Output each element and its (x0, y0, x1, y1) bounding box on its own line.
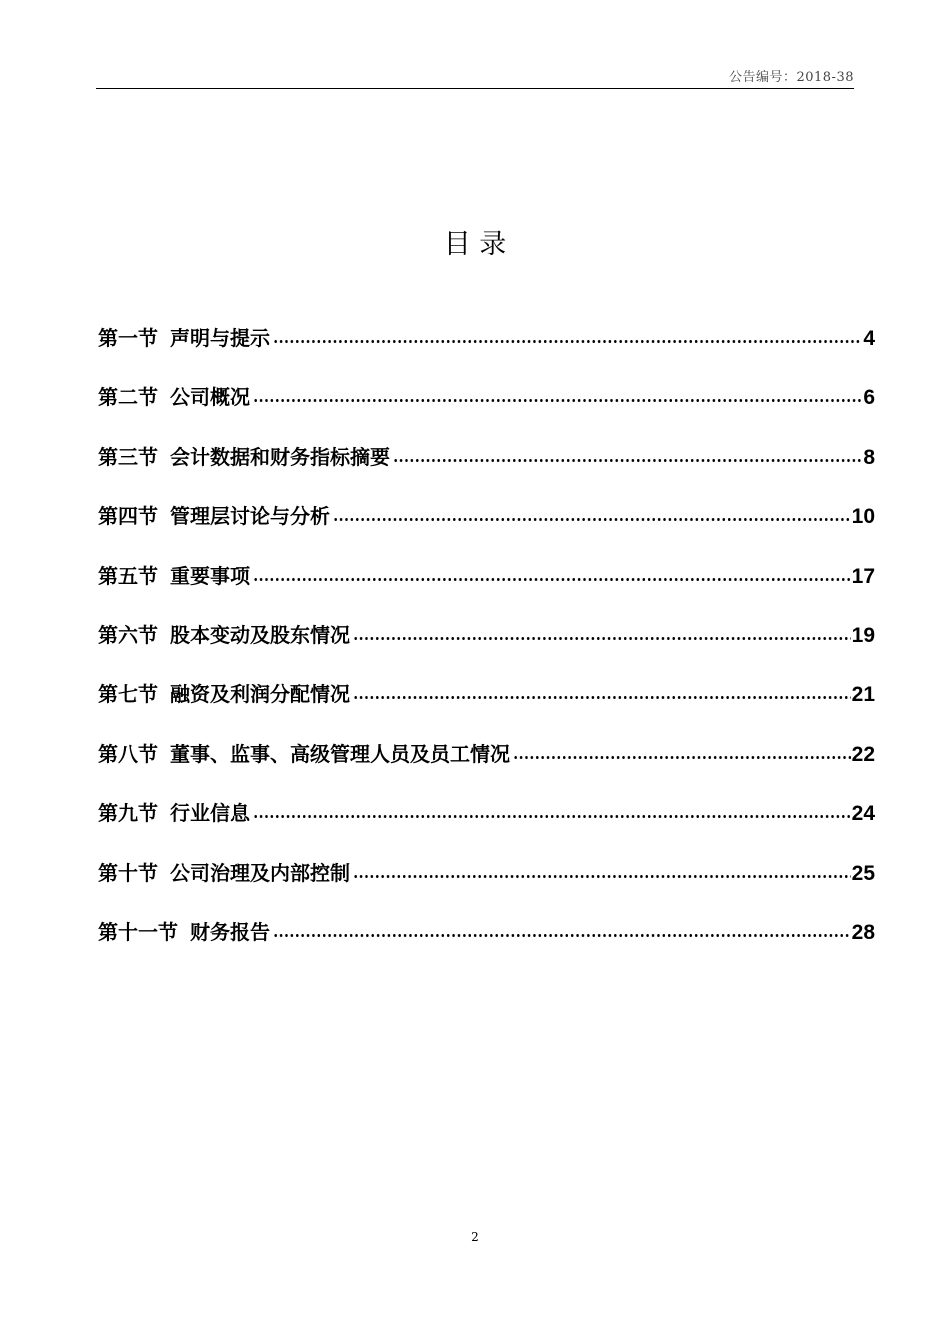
toc-page-number: 25 (851, 861, 875, 885)
toc-title: 目 录 (443, 229, 507, 260)
toc-page-number: 28 (851, 920, 875, 944)
toc-section-title: 公司治理及内部控制 (170, 860, 350, 885)
toc-page-number: 10 (851, 505, 875, 529)
toc-page-number: 19 (851, 623, 875, 647)
toc-entry-6[interactable] (98, 619, 875, 678)
toc-section-number: 第七节 (98, 682, 158, 707)
toc-entry-10[interactable] (98, 857, 875, 916)
toc-entry-7[interactable] (98, 678, 875, 737)
dot-leader (273, 919, 851, 939)
toc-entry-8[interactable] (98, 738, 875, 797)
dot-leader (353, 860, 851, 880)
dot-leader (253, 384, 862, 404)
toc-section-title: 融资及利润分配情况 (170, 682, 350, 707)
toc-section-title: 管理层讨论与分析 (170, 504, 330, 529)
toc-entry-4[interactable] (98, 500, 875, 559)
toc-entry-11[interactable] (98, 916, 875, 975)
toc-section-number: 第四节 (98, 504, 158, 529)
dot-leader (353, 622, 851, 642)
toc-section-number: 第十节 (98, 860, 158, 885)
toc-section-number: 第十一节 (98, 919, 178, 944)
toc-section-title: 董事、监事、高级管理人员及员工情况 (170, 741, 510, 766)
toc-section-title: 会计数据和财务指标摘要 (170, 444, 390, 469)
toc-section-number: 第九节 (98, 801, 158, 826)
toc-section-title: 重要事项 (170, 563, 250, 588)
toc-page-number: 24 (851, 802, 875, 826)
toc-section-number: 第一节 (98, 326, 158, 350)
toc-section-number: 第三节 (98, 444, 158, 469)
announcement-number: 公告编号：2018-38 (728, 70, 854, 85)
toc-section-number: 第五节 (98, 563, 158, 588)
toc-entry-9[interactable] (98, 797, 875, 856)
toc-section-number: 第八节 (98, 741, 158, 766)
dot-leader (273, 325, 862, 345)
toc-section-title: 声明与提示 (170, 326, 270, 350)
toc-page-number: 17 (851, 564, 875, 588)
dot-leader (333, 503, 851, 523)
toc-page-number: 22 (851, 742, 875, 766)
toc-section-title: 股本变动及股东情况 (170, 622, 350, 647)
header-divider (96, 88, 854, 89)
toc-page-number: 6 (863, 386, 875, 410)
page-number: 2 (471, 1230, 479, 1244)
table-of-contents (98, 322, 875, 975)
dot-leader (393, 444, 862, 464)
toc-entry-3[interactable] (98, 441, 875, 500)
toc-page-number: 21 (851, 683, 875, 707)
dot-leader (253, 800, 851, 820)
dot-leader (513, 741, 851, 761)
toc-section-number: 第二节 (98, 385, 158, 410)
dot-leader (253, 563, 851, 583)
toc-section-title: 行业信息 (170, 801, 250, 826)
toc-entry-2[interactable] (98, 381, 875, 440)
dot-leader (353, 681, 851, 701)
toc-page-number: 8 (863, 445, 875, 469)
toc-section-title: 公司概况 (170, 385, 250, 410)
toc-entry-5[interactable] (98, 560, 875, 619)
toc-page-number: 4 (863, 327, 875, 350)
toc-section-number: 第六节 (98, 622, 158, 647)
toc-section-title: 财务报告 (190, 919, 270, 944)
toc-entry-1[interactable] (98, 322, 875, 381)
